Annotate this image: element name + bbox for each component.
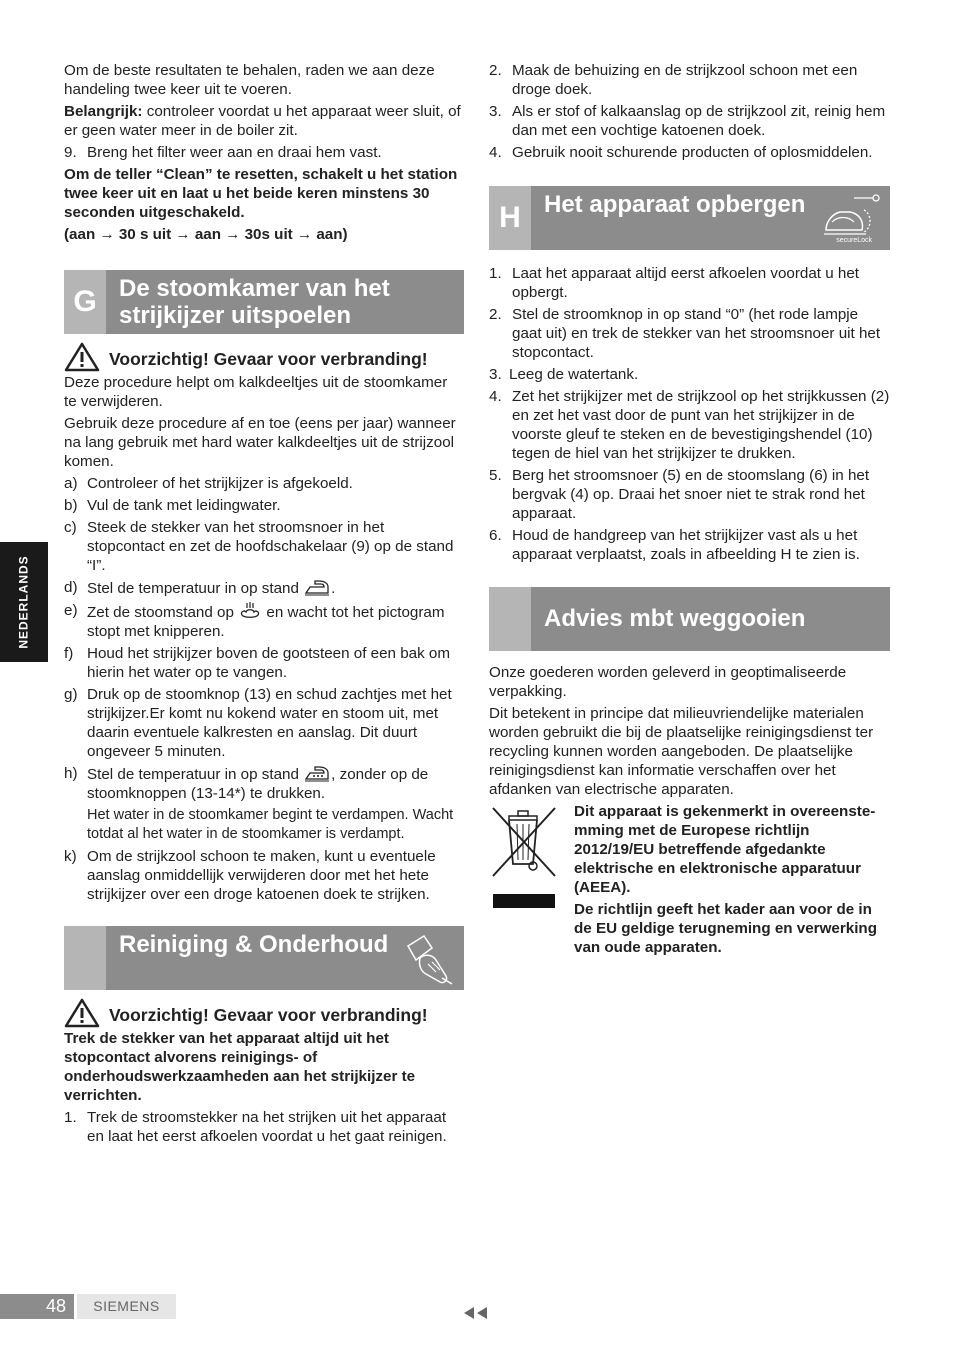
page-number: 48	[0, 1294, 74, 1319]
steam-icon	[238, 601, 262, 621]
iron-temperature-icon	[303, 578, 331, 596]
section-title: Het apparaat opbergen	[544, 191, 806, 218]
language-label: NEDERLANDS	[16, 555, 31, 649]
section-header-cleaning	[64, 926, 464, 990]
list-item: 3. Leeg de watertank.	[489, 366, 639, 383]
section-header-disposal	[489, 587, 890, 651]
list-item: c) Steek de stekker van het stroomsnoer in het stopcontact en zet de hoofdschakelaar (9) op de stand “I”.	[64, 519, 454, 574]
cleaning-hand-icon	[402, 932, 456, 986]
list-item: 9. Breng het filter weer aan en draai hem vast.	[64, 144, 382, 161]
section-letter: G	[64, 270, 106, 334]
list-item: 5. Berg het stroomsnoer (5) en de stoomslang (6) in het bergvak (4) op. Draai het snoer niet te strak rond het apparaat.	[489, 467, 870, 522]
section-header-g	[64, 270, 464, 334]
section-letter-blank	[64, 926, 106, 990]
list-item: 6. Houd de handgreep van het strijkijzer vast als u het apparaat verplaatst, zoals in afbeelding H te zien is.	[489, 527, 860, 563]
reset-sequence: (aan → 30 s uit → aan → 30s uit → aan)	[64, 226, 348, 243]
weee-text-2: De richtlijn geeft het kader aan voor de in de EU geldige terugneming en verwerking van oude apparaten.	[574, 901, 877, 956]
intro-paragraph: Om de beste resultaten te behalen, raden we aan deze handeling twee keer uit te voeren.	[64, 62, 435, 98]
list-item: a) Controleer of het strijkijzer is afgekoeld.	[64, 475, 353, 492]
crossed-bin-icon	[489, 802, 559, 912]
section-header-h	[489, 186, 890, 250]
weee-block	[489, 802, 890, 960]
list-item: 4. Gebruik nooit schurende producten of oplosmiddelen.	[489, 144, 873, 161]
reset-instruction: Om de teller “Clean” te resetten, schakelt u het station twee keer uit en laat u het beide keren minstens 30 seconden uitgeschakeld.	[64, 166, 458, 221]
weee-text-1: Dit apparaat is gekenmerkt in overeenste-mming met de Europese richtlijn 2012/19/EU betreffende afgedankte elektrische en elektronische apparatuur (AEEA).	[574, 803, 876, 896]
list-item: 4. Zet het strijkijzer met de strijkzool op het strijkkussen (2) en zet het vast door de punt van het strijkijzer in de voorste gleuf te steken en de bevestigingshendel (10) tegen de hiel van het strijkijzer te drukken.	[489, 388, 890, 462]
list-item: 3. Als er stof of kalkaanslag op de strijkzool zit, reinig hem dan met een vochtige katoenen doek.	[489, 103, 886, 139]
right-column	[489, 61, 890, 960]
list-item: d) Stel de temperatuur in op stand .	[64, 579, 336, 597]
warning-heading: Voorzichtig! Gevaar voor verbranding!	[64, 1006, 464, 1025]
warning-triangle-icon	[64, 998, 100, 1028]
section-title: De stoomkamer van het strijkijzer uitspoelen	[119, 275, 390, 329]
g-paragraph-2: Gebruik deze procedure af en toe (eens per jaar) wanneer na lang gebruik met hard water kalkdeeltjes uit de strijzool komen.	[64, 415, 456, 470]
language-tab	[0, 542, 48, 662]
brand-name: SIEMENS	[77, 1294, 176, 1319]
back-arrows-icon[interactable]	[462, 1306, 490, 1325]
g-paragraph-1: Deze procedure helpt om kalkdeeltjes uit de stoomkamer te verwijderen.	[64, 374, 448, 410]
list-item: h) Stel de temperatuur in op stand , zonder op de stoomknoppen (13-14*) te drukken.	[64, 765, 429, 802]
section-title: Reiniging & Onderhoud	[119, 931, 389, 958]
section-letter-blank	[489, 587, 531, 651]
h-note: Het water in de stoomkamer begint te verdampen. Wacht totdat al het water in de stoomkamer is verdampt.	[87, 807, 454, 842]
list-item: 1. Laat het apparaat altijd eerst afkoelen voordat u het opbergt.	[489, 265, 860, 301]
list-item: g) Druk op de stoomknop (13) en schud zachtjes met het strijkijzer.Er komt nu kokend water en stoom uit, met daarin eventuele kalkresten en aanslag. Dit duurt ongeveer 5 minuten.	[64, 686, 452, 760]
disposal-paragraph-1: Onze goederen worden geleverd in geoptimaliseerde verpakking.	[489, 664, 847, 700]
list-item: k) Om de strijkzool schoon te maken, kunt u eventuele aanslag onmiddellijk verwijderen door met het hete strijkijzer over een droge katoenen doek te strijken.	[64, 848, 436, 903]
important-text: controleer voordat u het apparaat weer sluit, of er geen water meer in de boiler zit.	[64, 103, 461, 139]
section-title: Advies mbt weggooien	[544, 605, 806, 632]
important-label: Belangrijk:	[64, 103, 143, 120]
list-item: 2. Maak de behuizing en de strijkzool schoon met een droge doek.	[489, 62, 858, 98]
section-letter: H	[489, 186, 531, 250]
cleaning-warning-text: Trek de stekker van het apparaat altijd uit het stopcontact alvorens reinigings- of onderhoudswerkzaamheden aan het strijkijzer te verrichten.	[64, 1030, 416, 1104]
list-item: b) Vul de tank met leidingwater.	[64, 497, 281, 514]
secure-lock-caption: secureLock	[836, 237, 872, 244]
disposal-paragraph-2: Dit betekent in principe dat milieuvriendelijke materialen worden gebruikt die bij de plaatselijke reinigingsdienst ter recycling kunnen worden aangeboden. De plaatselijke reinigingsdienst kan informatie verschaffen over het afdanken van electrische apparaten.	[489, 705, 874, 798]
warning-triangle-icon	[64, 342, 100, 372]
iron-max-temperature-icon	[303, 764, 331, 782]
important-paragraph	[64, 102, 464, 140]
list-item: 2. Stel de stroomknop in op stand “0” (het rode lampje gaat uit) en trek de stekker van het stroomsnoer uit het stopcontact.	[489, 306, 881, 361]
list-item: f) Houd het strijkijzer boven de gootsteen of een bak om hierin het water op te vangen.	[64, 645, 451, 681]
list-item: e) Zet de stoomstand op en wacht tot het pictogram stopt met knipperen.	[64, 602, 445, 640]
list-item: 1. Trek de stroomstekker na het strijken uit het apparaat en laat het eerst afkoelen voordat u het gaat reinigen.	[64, 1109, 447, 1145]
warning-heading: Voorzichtig! Gevaar voor verbranding!	[64, 350, 464, 369]
left-column	[64, 61, 464, 1149]
